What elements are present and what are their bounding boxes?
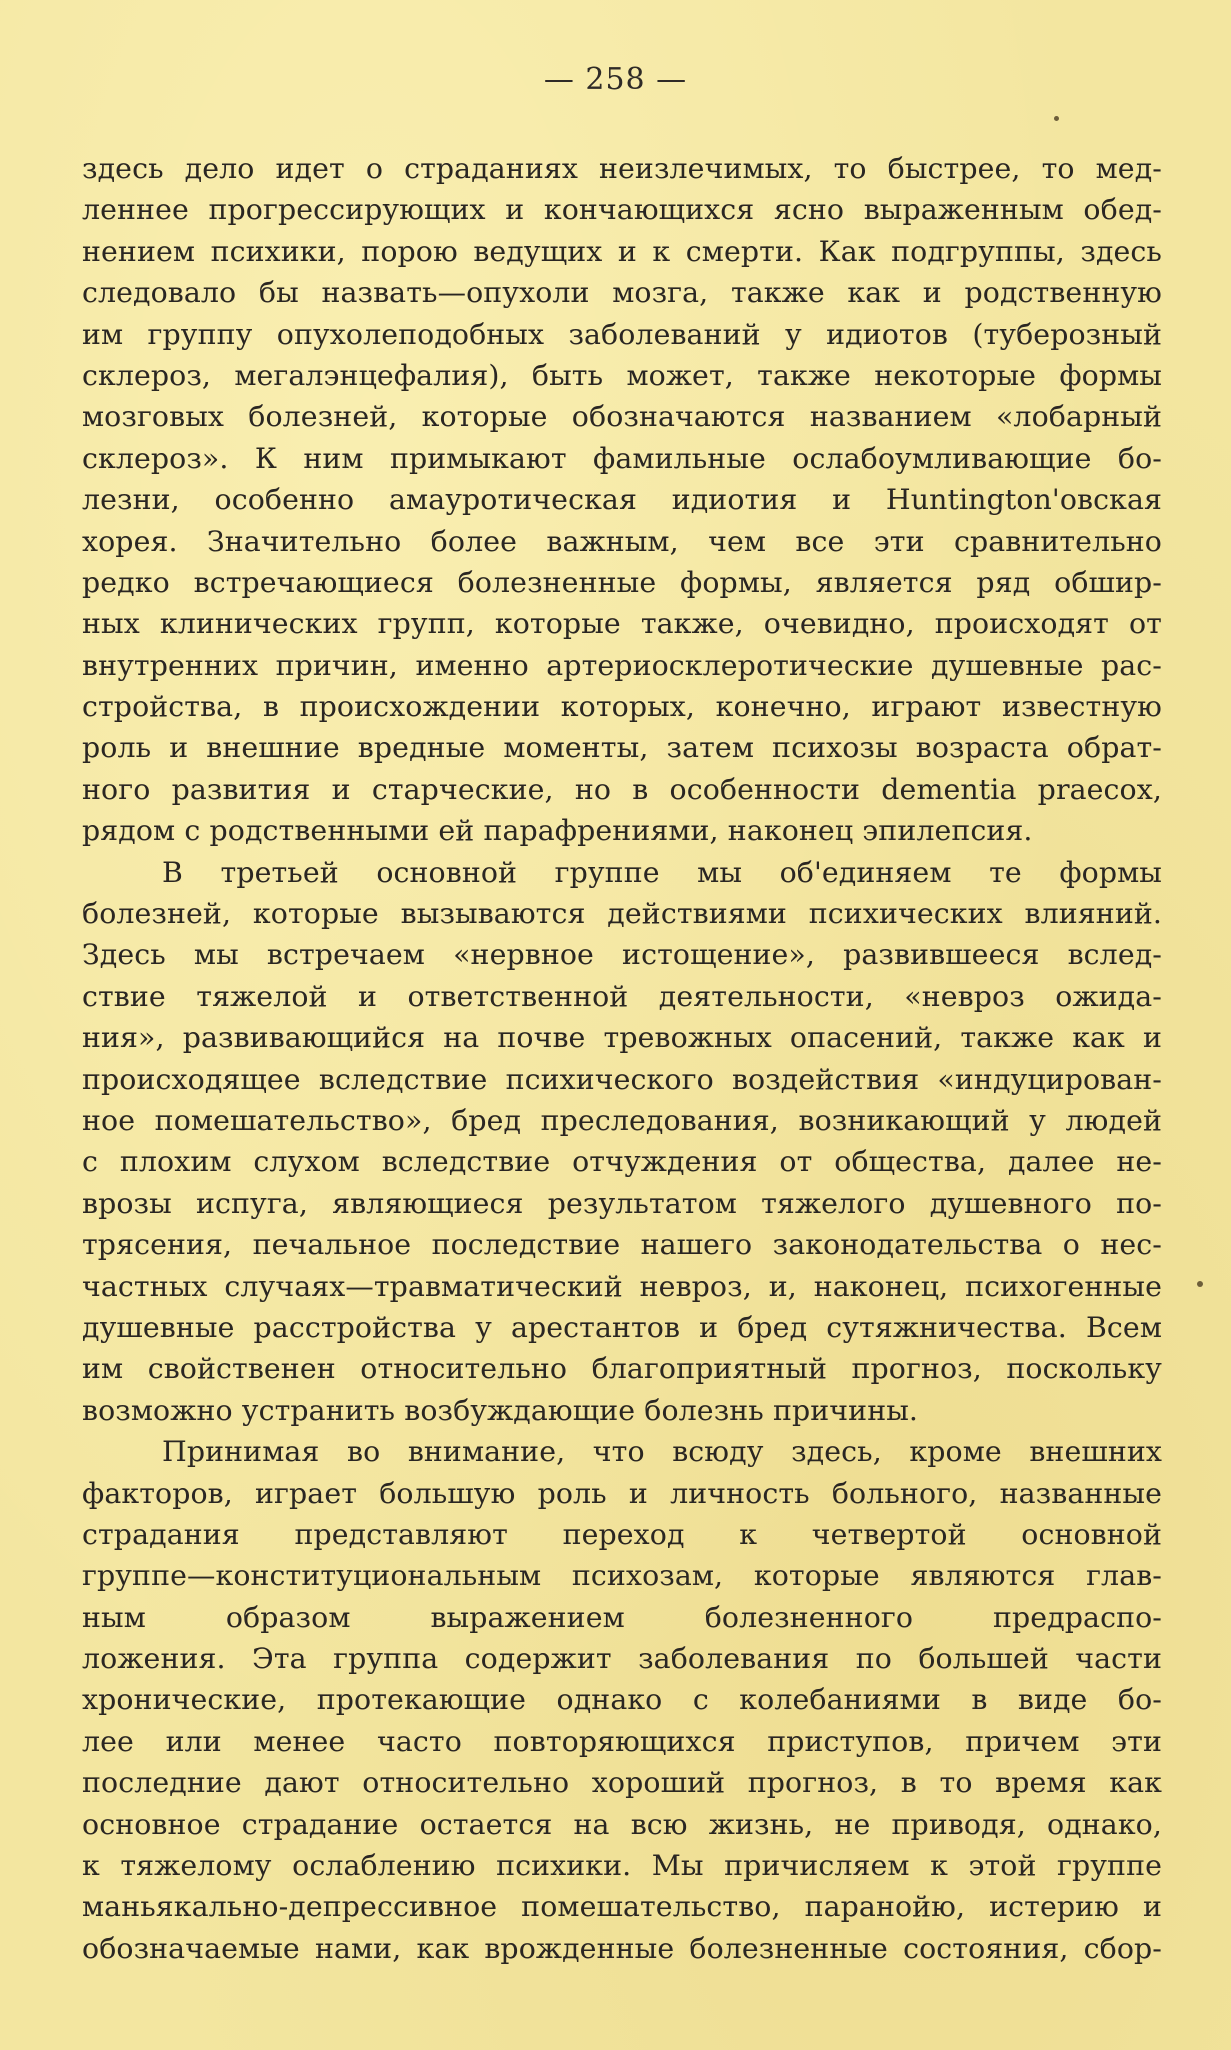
text-line: мозговых болезней, которые обозначаются названием «лобарный [82,400,1162,434]
body-text [82,148,1162,1969]
text-line: Принимая во внимание, что всюду здесь, кроме внешних [162,1435,1162,1469]
text-line: факторов, играет большую роль и личность больного, названные [82,1476,1162,1510]
paragraph-2 [82,852,1162,1431]
text-line: болезней, которые вызываются действиями психических влияний. [82,897,1162,931]
text-line: ного развития и старческие, но в особенности dementia praecox, [82,772,1162,806]
text-line: ное помешательство», бред преследования, возникающий у людей [82,1103,1162,1137]
text-line: леннее прогрессирующих и кончающихся ясно выраженным обед- [82,193,1162,227]
text-line: склероз, мегалэнцефалия), быть может, также некоторые формы [82,358,1162,392]
text-line: группе—конституциональным психозам, которые являются глав- [82,1559,1162,1593]
text-line: маньякально-депрессивное помешательство, паранойю, истерию и [82,1890,1162,1924]
paper-speck [1054,116,1059,121]
text-line: внутренних причин, именно артериосклеротические душевные рас- [82,648,1162,682]
text-line: ных клинических групп, которые также, очевидно, происходят от [82,607,1162,641]
text-line: стройства, в происхождении которых, конечно, играют известную [82,690,1162,724]
text-line: частных случаях—травматический невроз, и, наконец, психогенные [82,1269,1162,1303]
paragraph-3 [82,1431,1162,1969]
text-line: трясения, печальное последствие нашего законодательства о нес- [82,1228,1162,1262]
text-line: им свойственен относительно благоприятный прогноз, поскольку [82,1352,1162,1386]
text-line: хронические, протекающие однако с колебаниями в виде бо- [82,1683,1162,1717]
text-line: В третьей основной группе мы об'единяем те формы [162,855,1162,889]
text-line: им группу опухолеподобных заболеваний у идиотов (туберозный [82,317,1162,351]
page-number: — 258 — [543,62,688,97]
text-line: редко встречающиеся болезненные формы, является ряд обшир- [82,565,1162,599]
text-line: Здесь мы встречаем «нервное истощение», развившееся вслед- [82,938,1162,972]
text-line: склероз». К ним примыкают фамильные ослабоумливающие бо- [82,441,1162,475]
text-line: страдания представляют переход к четвертой основной [82,1517,1162,1551]
text-line: к тяжелому ослаблению психики. Мы причисляем к этой группе [82,1849,1162,1883]
text-line: здесь дело идет о страданиях неизлечимых, то быстрее, то мед- [82,152,1162,185]
text-line: последние дают относительно хороший прогноз, в то время как [82,1766,1162,1800]
text-line: ложения. Эта группа содержит заболевания по большей части [82,1642,1162,1676]
text-line: врозы испуга, являющиеся результатом тяжелого душевного по- [82,1186,1162,1220]
text-line: душевные расстройства у арестантов и бред сутяжничества. Всем [82,1310,1162,1344]
text-line: ным образом выражением болезненного предраспо- [82,1600,1162,1634]
text-line: следовало бы назвать—опухоли мозга, также как и родственную [82,276,1162,310]
text-line: лее или менее часто повторяющихся приступов, причем эти [82,1724,1162,1758]
text-line: рядом с родственными ей парафрениями, наконец эпилепсия. [82,814,1033,848]
text-line: возможно устранить возбуждающие болезнь причины. [82,1393,919,1427]
text-line: лезни, особенно амауротическая идиотия и Huntington'овская [82,483,1162,517]
text-line: роль и внешние вредные моменты, затем психозы возраста обрат- [82,731,1162,765]
paper-speck [1197,1281,1203,1287]
text-line: обозначаемые нами, как врожденные болезненные состояния, сбор- [82,1931,1162,1965]
text-line: основное страдание остается на всю жизнь, не приводя, однако, [82,1807,1162,1841]
text-line: ствие тяжелой и ответственной деятельности, «невроз ожида- [82,979,1162,1013]
text-line: с плохим слухом вследствие отчуждения от общества, далее не- [82,1145,1162,1179]
text-line: ния», развивающийся на почве тревожных опасений, также как и [82,1021,1162,1055]
text-line: хорея. Значительно более важным, чем все эти сравнительно [82,524,1162,558]
text-line: происходящее вследствие психического воздействия «индуцирован- [82,1062,1162,1096]
paragraph-1 [82,148,1162,852]
text-line: нением психики, порою ведущих и к смерти. Как подгруппы, здесь [82,234,1162,268]
